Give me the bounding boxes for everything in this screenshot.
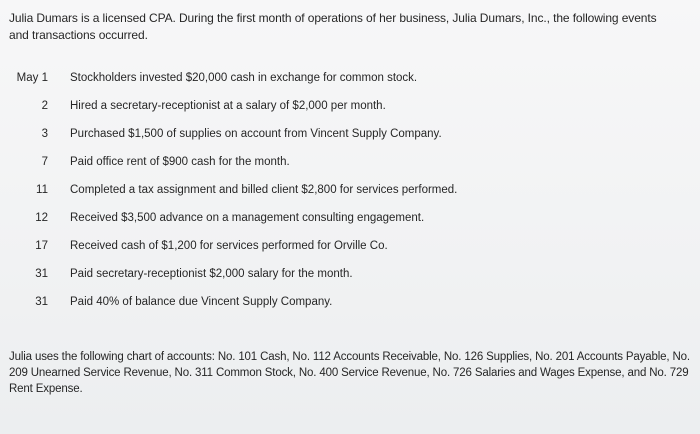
transaction-description: Hired a secretary-receptionist at a salary of $2,000 per month. <box>70 100 386 112</box>
transaction-list <box>0 68 700 320</box>
transaction-row <box>0 180 700 208</box>
transaction-row <box>0 208 700 236</box>
intro-paragraph: Julia Dumars is a licensed CPA. During the first month of operations of her business, Julia Dumars, Inc., the following events and transactions occurred. <box>9 11 657 42</box>
transaction-date: 17 <box>35 240 48 252</box>
transaction-row <box>0 96 700 124</box>
transaction-row <box>0 236 700 264</box>
transaction-row <box>0 152 700 180</box>
transaction-description: Paid 40% of balance due Vincent Supply Company. <box>70 296 333 308</box>
transaction-date: 11 <box>36 184 48 196</box>
transaction-date: 31 <box>35 268 48 280</box>
transaction-date: 7 <box>41 156 48 168</box>
transaction-row <box>0 68 700 96</box>
transaction-row <box>0 292 700 320</box>
transaction-date: 31 <box>35 296 48 308</box>
transaction-description: Received cash of $1,200 for services performed for Orville Co. <box>70 240 388 252</box>
transaction-date: 12 <box>35 212 48 224</box>
transaction-date: May 1 <box>16 72 48 84</box>
chart-of-accounts-paragraph: Julia uses the following chart of accounts: No. 101 Cash, No. 112 Accounts Receivable, No. 126 Supplies, No. 201 Accounts Payable, No. 209 Unearned Service Revenue, No. 311 Common Stock, No. 400 Service Revenue, No. 726 Salaries and Wages Expense, and No. 729 Rent Expense. <box>9 351 690 395</box>
transaction-description: Purchased $1,500 of supplies on account from Vincent Supply Company. <box>70 128 442 140</box>
transaction-date: 3 <box>41 128 48 140</box>
transaction-description: Paid office rent of $900 cash for the month. <box>70 156 290 168</box>
transaction-description: Paid secretary-receptionist $2,000 salary for the month. <box>70 268 353 280</box>
transaction-date: 2 <box>41 100 48 112</box>
transaction-row <box>0 264 700 292</box>
transaction-row <box>0 124 700 152</box>
transaction-description: Completed a tax assignment and billed client $2,800 for services performed. <box>70 184 458 196</box>
transaction-description: Received $3,500 advance on a management consulting engagement. <box>70 212 425 224</box>
transaction-description: Stockholders invested $20,000 cash in exchange for common stock. <box>70 72 418 84</box>
